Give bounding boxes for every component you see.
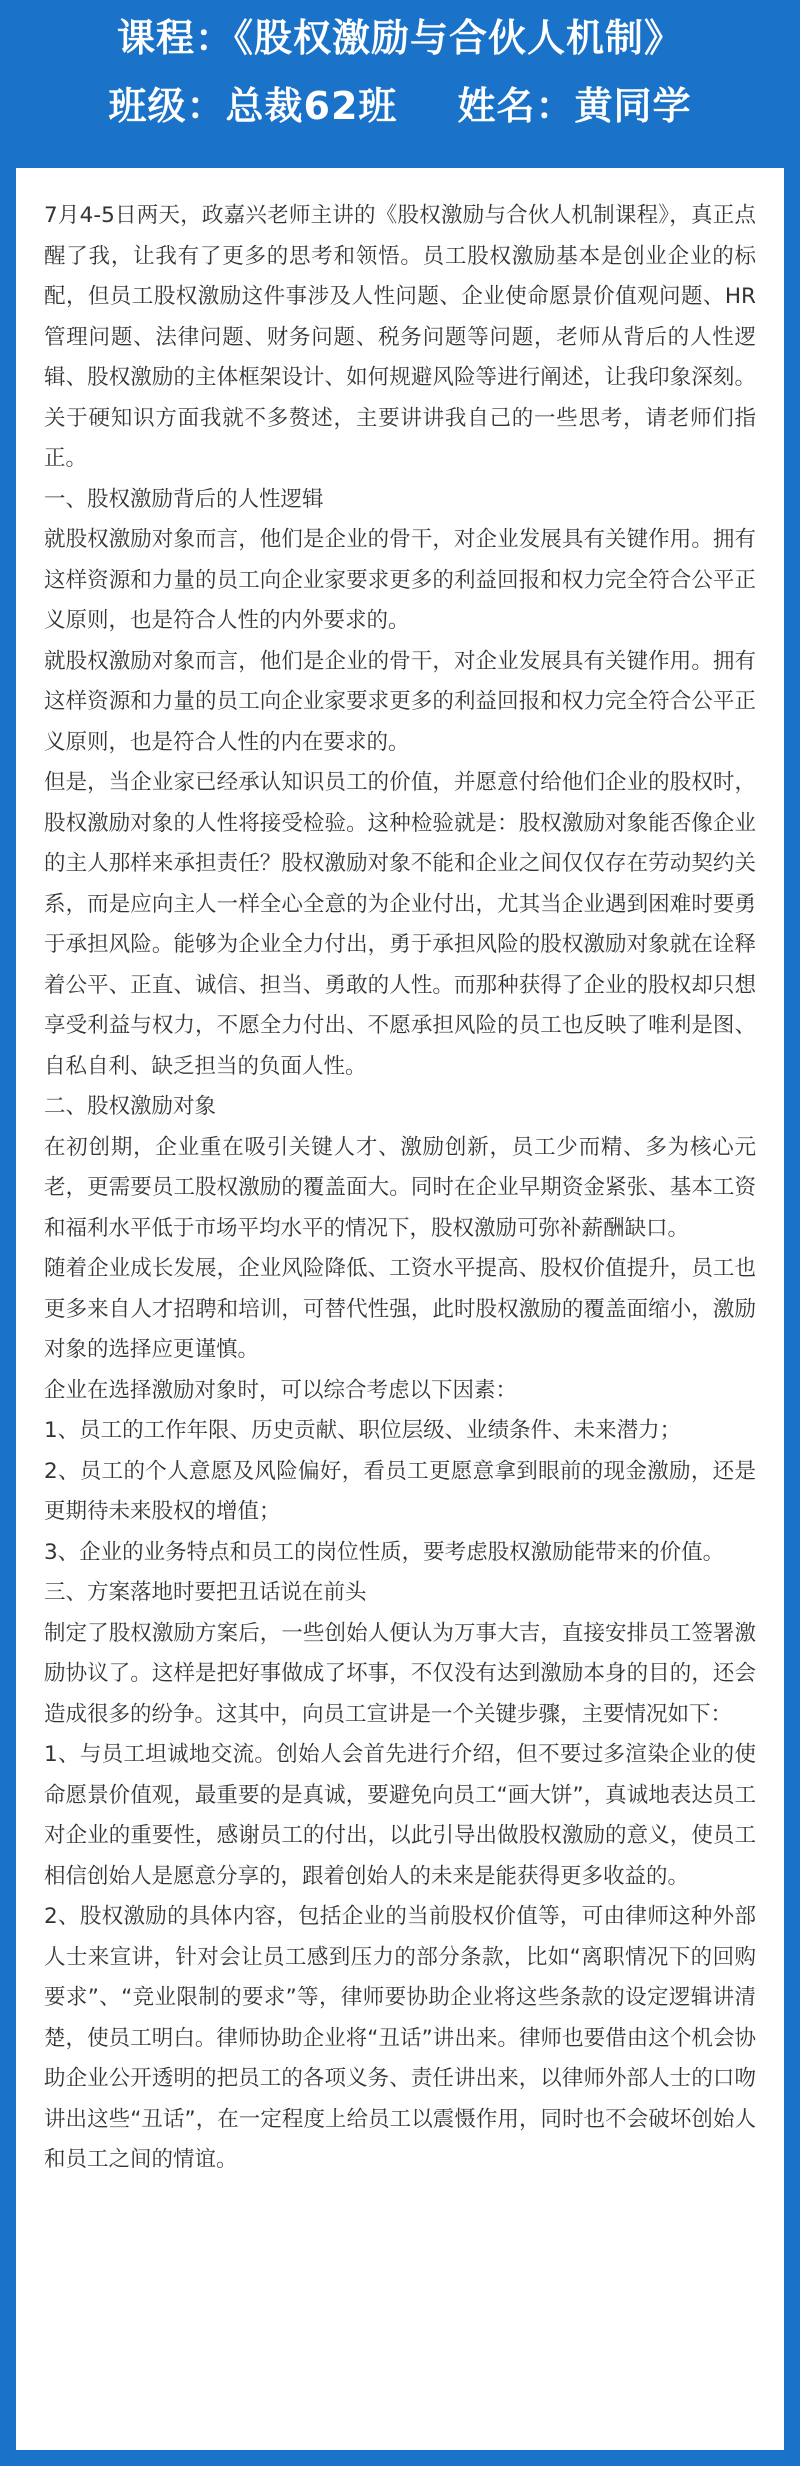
essay-body: [44, 196, 756, 2181]
student-info-line: [0, 80, 800, 132]
list-item: 2、员工的个人意愿及风险偏好，看员工更愿意拿到眼前的现金激励，还是更期待未来股权的增值；: [44, 1458, 756, 1524]
section-heading-3: 三、方案落地时要把丑话说在前头: [44, 1580, 367, 1605]
name-label: 姓名：: [457, 84, 575, 128]
course-label: 课程：: [116, 16, 234, 60]
list-item: 1、员工的工作年限、历史贡献、职位层级、业绩条件、未来潜力；: [44, 1418, 682, 1443]
paragraph: 在初创期，企业重在吸引关键人才、激励创新，员工少而精、多为核心元老，更需要员工股权激励的覆盖面大。同时在企业早期资金紧张、基本工资和福利水平低于市场平均水平的情况下，股权激励可弥补薪酬缺口。: [44, 1134, 756, 1241]
paragraph: 但是，当企业家已经承认知识员工的价值，并愿意付给他们企业的股权时，股权激励对象的人性将接受检验。这种检验就是：股权激励对象能否像企业的主人那样来承担责任？股权激励对象不能和企业之间仅仅存在劳动契约关系，而是应向主人一样全心全意的为企业付出，尤其当企业遇到困难时要勇于承担风险。能够为企业全力付出，勇于承担风险的股权激励对象就在诠释着公平、正直、诚信、担当、勇敢的人性。而那种获得了企业的股权却只想享受利益与权力，不愿全力付出、不愿承担风险的员工也反映了唯利是图、自私自利、缺乏担当的负面人性。: [44, 770, 756, 1079]
page-header: [0, 0, 800, 160]
course-title-line: [0, 12, 800, 64]
section-heading-2: 二、股权激励对象: [44, 1094, 217, 1119]
paragraph: 制定了股权激励方案后，一些创始人便认为万事大吉，直接安排员工签署激励协议了。这样是把好事做成了坏事，不仅没有达到激励本身的目的，还会造成很多的纷争。这其中，向员工宣讲是一个关键步骤，主要情况如下：: [44, 1620, 756, 1727]
paragraph: 企业在选择激励对象时，可以综合考虑以下因素：: [44, 1377, 518, 1403]
list-item: 3、企业的业务特点和员工的岗位性质，要考虑股权激励能带来的价值。: [44, 1539, 725, 1565]
list-item: 2、股权激励的具体内容，包括企业的当前股权价值等，可由律师这种外部人士来宣讲，针对会让员工感到压力的部分条款，比如“离职情况下的回购要求”、“竞业限制的要求”等，律师要协助企业将这些条款的设定逻辑讲清楚，使员工明白。律师协助企业将“丑话”讲出来。律师也要借由这个机会协助企业公开透明的把员工的各项义务、责任讲出来，以律师外部人士的口吻讲出这些“丑话”，在一定程度上给员工以震慑作用，同时也不会破坏创始人和员工之间的情谊。: [44, 1904, 756, 2172]
essay-card: [16, 168, 784, 2450]
list-item: 1、与员工坦诚地交流。创始人会首先进行介绍，但不要过多渲染企业的使命愿景价值观，最重要的是真诚，要避免向员工“画大饼”，真诚地表达员工对企业的重要性，感谢员工的付出，以此引导出做股权激励的意义，使员工相信创始人是愿意分享的，跟着创始人的未来是能获得更多收益的。: [44, 1742, 756, 1889]
intro-paragraph: 7月4-5日两天，政嘉兴老师主讲的《股权激励与合伙人机制课程》，真正点醒了我，让我有了更多的思考和领悟。员工股权激励基本是创业企业的标配，但员工股权激励这件事涉及人性问题、企业使命愿景价值观问题、HR管理问题、法律问题、财务问题、税务问题等问题，老师从背后的人性逻辑、股权激励的主体框架设计、如何规避风险等进行阐述，让我印象深刻。关于硬知识方面我就不多赘述，主要讲讲我自己的一些思考，请老师们指正。: [44, 203, 756, 471]
paragraph: 随着企业成长发展，企业风险降低、工资水平提高、股权价值提升，员工也更多来自人才招聘和培训，可替代性强，此时股权激励的覆盖面缩小，激励对象的选择应更谨慎。: [44, 1256, 756, 1362]
class-value: 总裁62班: [225, 84, 398, 128]
paragraph: 就股权激励对象而言，他们是企业的骨干，对企业发展具有关键作用。拥有这样资源和力量的员工向企业家要求更多的利益回报和权力完全符合公平正义原则，也是符合人性的内外要求的。: [44, 527, 756, 633]
section-heading-1: 一、股权激励背后的人性逻辑: [44, 486, 324, 512]
name-value: 黄同学: [574, 84, 692, 128]
paragraph: 就股权激励对象而言，他们是企业的骨干，对企业发展具有关键作用。拥有这样资源和力量的员工向企业家要求更多的利益回报和权力完全符合公平正义原则，也是符合人性的内在要求的。: [44, 648, 756, 755]
course-name: 《股权激励与合伙人机制》: [234, 16, 684, 60]
class-label: 班级：: [108, 84, 226, 128]
